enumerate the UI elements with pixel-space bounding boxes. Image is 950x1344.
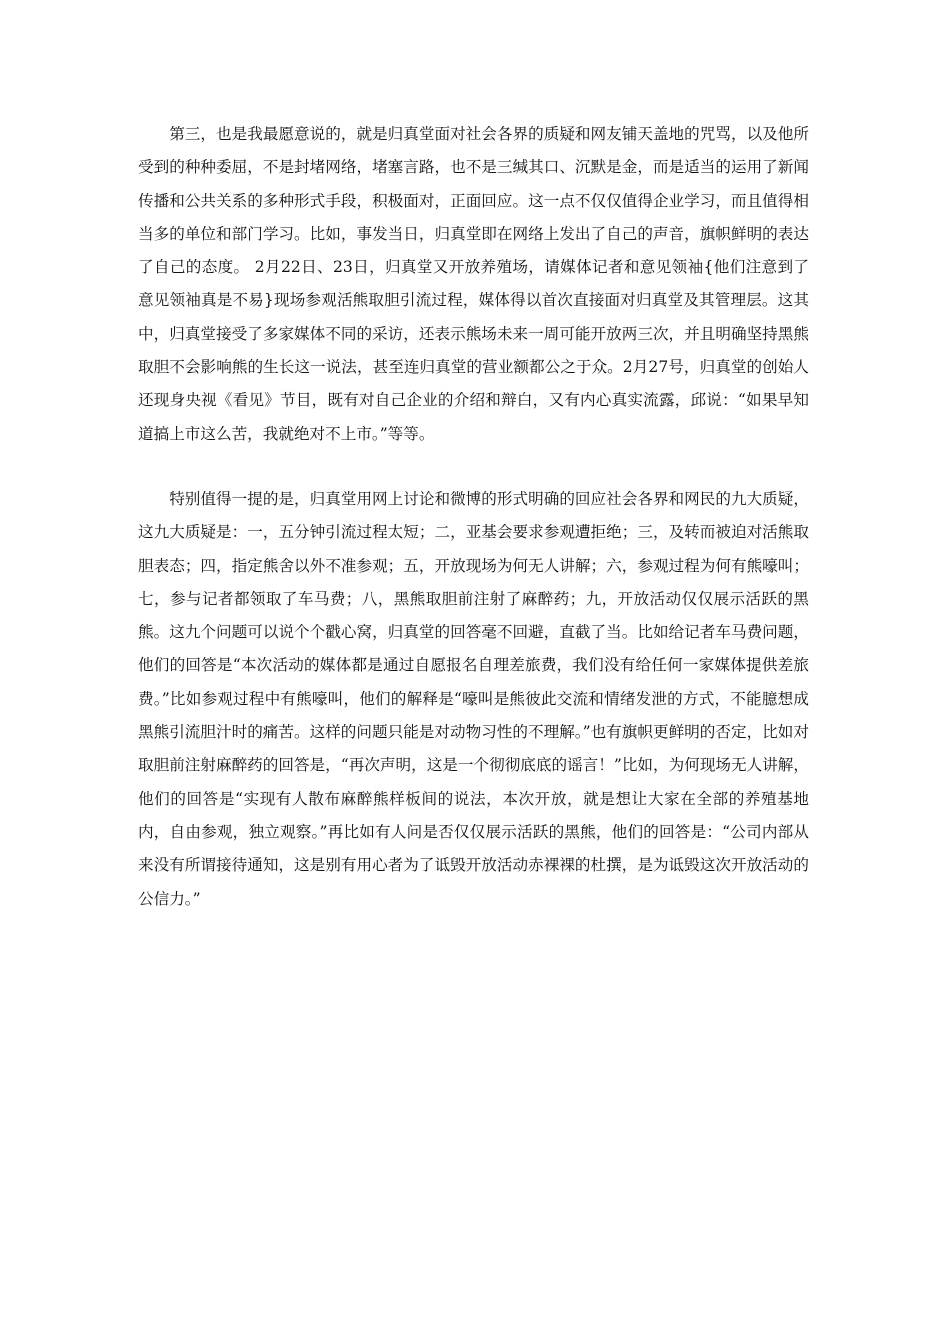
document-body bbox=[138, 118, 809, 916]
paragraph-nine-questions: 特别值得一提的是，归真堂用网上讨论和微博的形式明确的回应社会各界和网民的九大质疑，这九大质疑是：一，五分钟引流过程太短；二，亚基会要求参观遭拒绝；三，及转而被迫对活熊取胆表态；四，指定熊舍以外不准参观；五，开放现场为何无人讲解；六，参观过程为何有熊嚎叫；七，参与记者都领取了车马费；八，黑熊取胆前注射了麻醉药；九，开放活动仅仅展示活跃的黑熊。这九个问题可以说个个戳心窝，归真堂的回答毫不回避，直截了当。比如给记者车马费问题，他们的回答是“本次活动的媒体都是通过自愿报名自理差旅费，我们没有给任何一家媒体提供差旅费。”比如参观过程中有熊嚎叫，他们的解释是“嚎叫是熊彼此交流和情绪发泄的方式，不能臆想成黑熊引流胆汁时的痛苦。这样的问题只能是对动物习性的不理解。”也有旗帜更鲜明的否定，比如对取胆前注射麻醉药的回答是，“再次声明，这是一个彻彻底底的谣言！”比如，为何现场无人讲解，他们的回答是“实现有人散布麻醉熊样板间的说法，本次开放，就是想让大家在全部的养殖基地内，自由参观，独立观察。”再比如有人问是否仅仅展示活跃的黑熊，他们的回答是：“公司内部从来没有所谓接待通知，这是别有用心者为了诋毁开放活动赤裸裸的杜撰，是为诋毁这次开放活动的公信力。” bbox=[138, 489, 809, 908]
paragraph-third-point: 第三，也是我最愿意说的，就是归真堂面对社会各界的质疑和网友铺天盖地的咒骂，以及他所受到的种种委屈，不是封堵网络，堵塞言路，也不是三缄其口、沉默是金，而是适当的运用了新闻传播和公共关系的多种形式手段，积极面对，正面回应。这一点不仅仅值得企业学习，而且值得相当多的单位和部门学习。比如，事发当日，归真堂即在网络上发出了自己的声音，旗帜鲜明的表达了自己的态度。 2月22日、23日，归真堂又开放养殖场，请媒体记者和意见领袖{他们注意到了意见领袖真是不易}现场参观活熊取胆引流过程，媒体得以首次直接面对归真堂及其管理层。这其中，归真堂接受了多家媒体不同的采访，还表示熊场未来一周可能开放两三次，并且明确坚持黑熊取胆不会影响熊的生长这一说法，甚至连归真堂的营业额都公之于众。2月27号，归真堂的创始人还现身央视《看见》节目，既有对自己企业的介绍和辩白，又有内心真实流露，邱说：“如果早知道搞上市这么苦，我就绝对不上市。”等等。 bbox=[138, 125, 809, 443]
